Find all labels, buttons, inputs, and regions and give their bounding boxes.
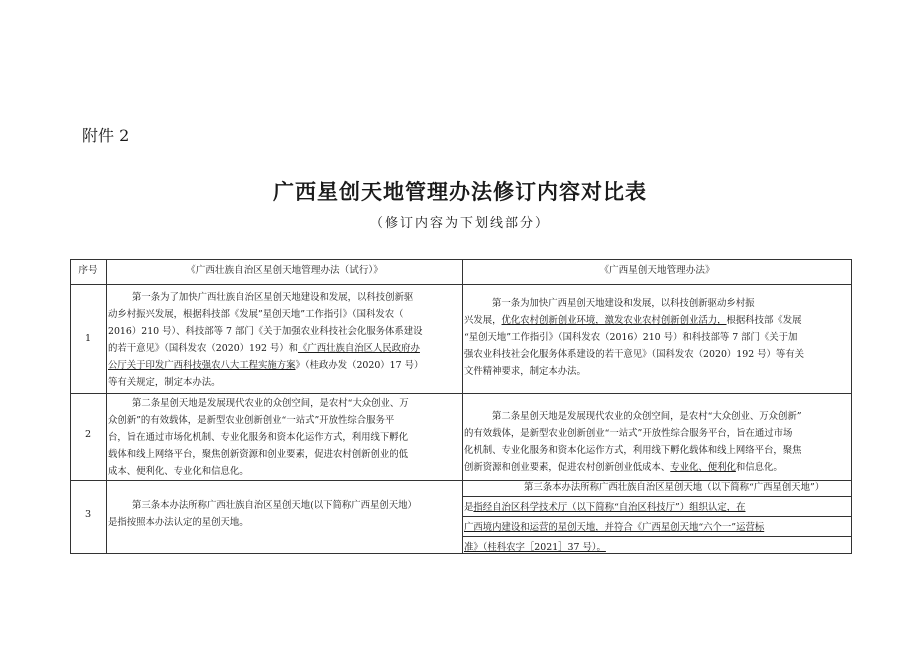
row-number: 3 [84,509,92,520]
header-seq: 序号 [78,265,98,276]
document-title: 广西星创天地管理办法修订内容对比表 [273,180,647,204]
attachment-label: 附件 2 [82,126,130,145]
row1-old-text: 第一条为了加快广西壮族自治区星创天地建设和发展，以科技创新驱 动乡村振兴发展，根据科技部《发展”星创天地”工作指引》（国科发农（ 2016）210 号）、科技部等 7 部门《关于加强农业科技社会化服务体系建设 的若干意见》（国科发农（2020）192 号）和《广西壮族自治区人民政府办 公厅关于印发广西科技强农八大工程实施方案》（桂政办发（2020）17 号） 等有关规定，制定本办法。 [108,292,424,388]
row-number: 1 [84,333,92,344]
row2-new-text: 第二条星创天地是发展现代农业的众创空间，是农村“大众创业、万众创新” 的有效载体，是新型农业创新创业“一站式”开放性综合服务平台，旨在通过市场 化机制、专业化服务和资本化运作方式，利用线下孵化载体和线上网络平台，聚焦 创新资源和创业要素，促进农村创新创业低成本、专业化、便利化和信息化。 [464,411,802,473]
header-new-version: 《广西星创天地管理办法》 [599,265,715,276]
row-number: 2 [84,429,92,440]
header-old-version: 《广西壮族自治区星创天地管理办法（试行）》 [186,265,383,276]
row2-old-text: 第二条星创天地是发展现代农业的众创空间，是农村“大众创业、万 众创新”的有效载体，是新型农业创新创业“一站式”开放性综合服务平 台，旨在通过市场化机制、专业化服务和资本化运作方式，利用线下孵化 载体和线上网络平台，聚焦创新资源和创业要素，促进农村创新创业的低 成本、便利化、专业化和信息化。 [108,398,409,477]
row1-new-text: 第一条为加快广西星创天地建设和发展，以科技创新驱动乡村振 兴发展，优化农村创新创业环境，激发农业农村创新创业活力，根据科技部《发展 “星创天地”工作指引》（国科发农（2016）210 号）和科技部等 7 部门《关于加 强农业科技社会化服务体系建设的若干意见》（国科发农（2020）192 号）等有关 文件精神要求，制定本办法。 [464,298,805,377]
document-subtitle: （修订内容为下划线部分） [369,216,550,231]
row3-old-text: 第三条本办法所称广西壮族自治区星创天地(以下简称广西星创天地） 是指按照本办法认定的星创天地。 [108,500,417,528]
row3-new-text: 第三条本办法所称广西壮族自治区星创天地（以下简称“广西星创天地”） 是指经自治区科学技术厅（以下简称“自治区科技厅”）组织认定，在 广西境内建设和运营的星创天地，并符合《广西星创天地“六个一”运营标 准》（桂科农字［2021］37 号）。 [464,482,825,553]
